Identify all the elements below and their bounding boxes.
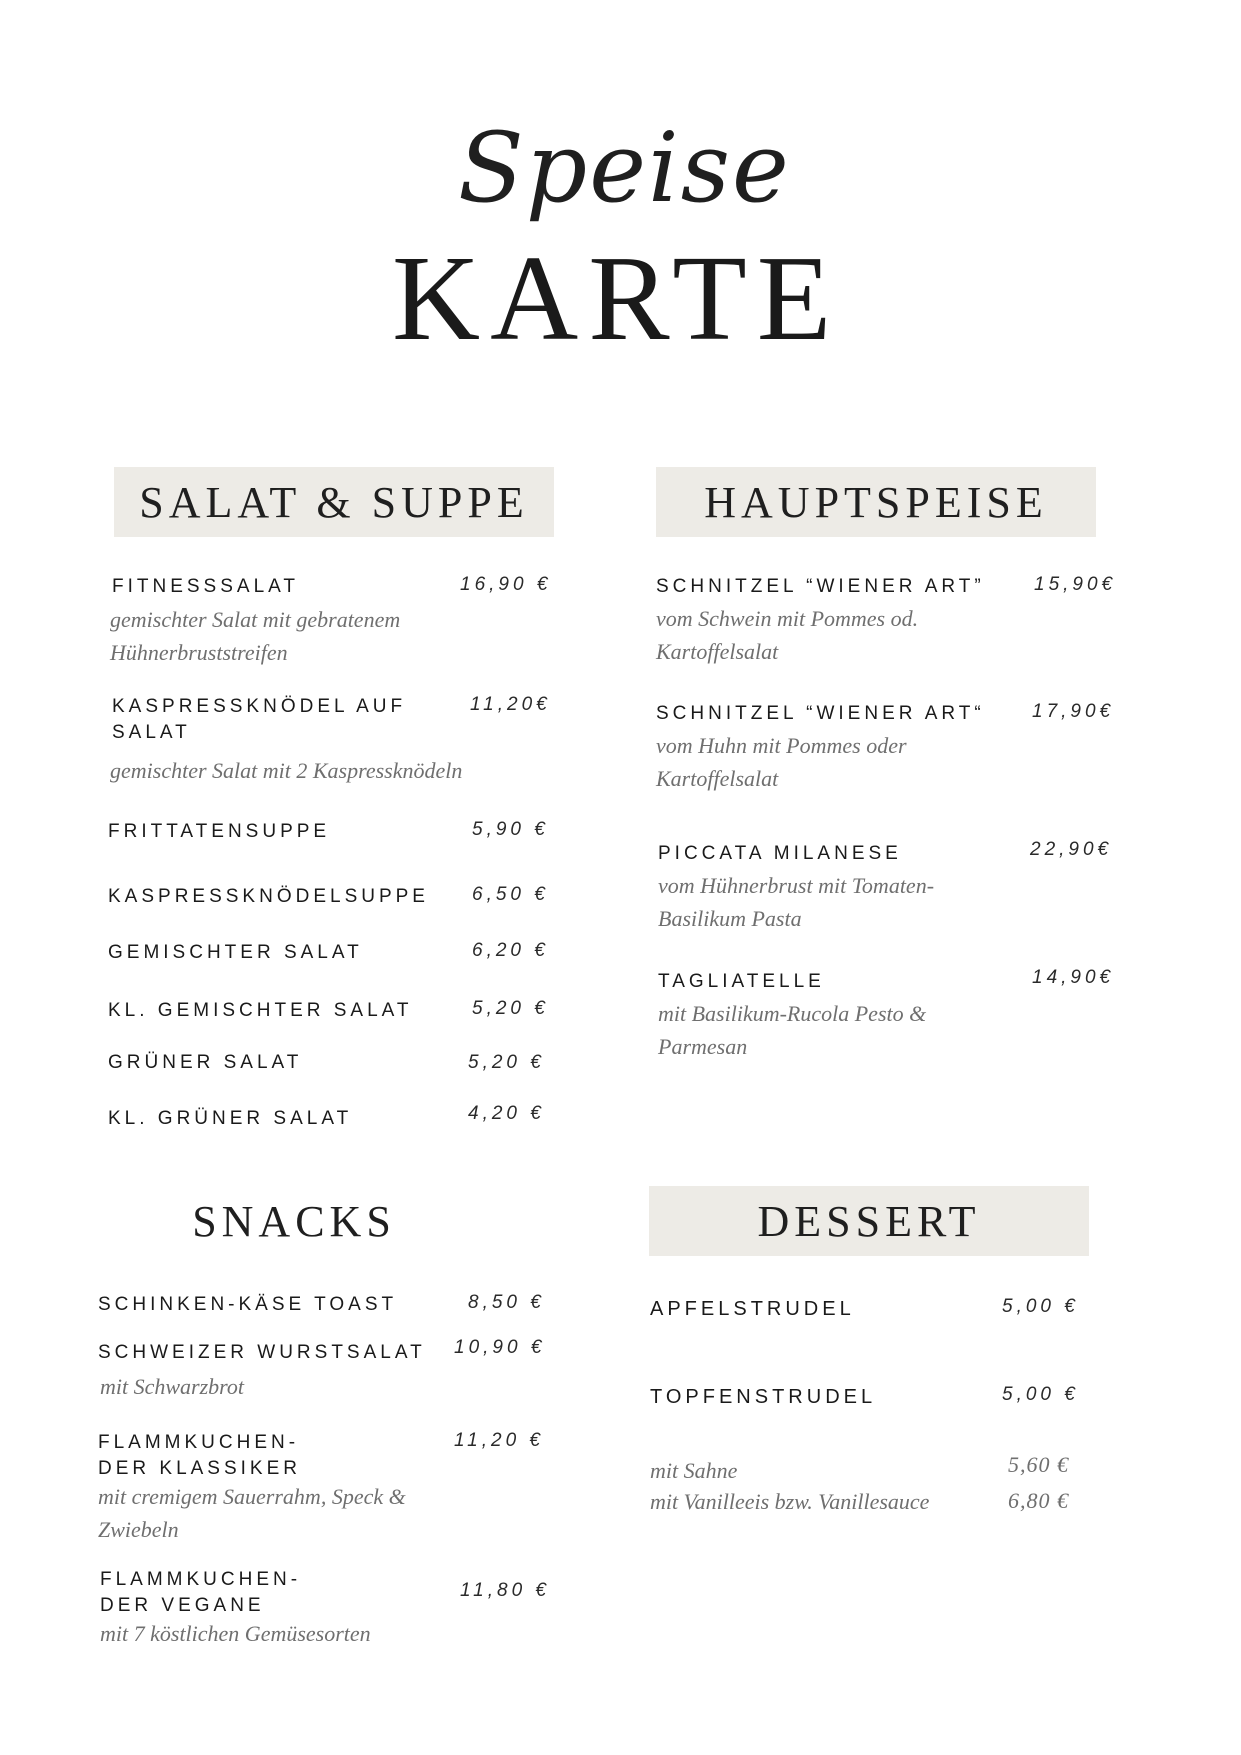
section-title: DESSERT [757, 1196, 981, 1246]
item-description: vom Schwein mit Pommes od. Kartoffelsalat [656, 606, 919, 664]
section-title: SALAT & SUPPE [139, 477, 529, 527]
item-name: KL. GEMISCHTER SALAT [108, 1000, 413, 1021]
dessert-extra-price: 6,80 € [1008, 1488, 1069, 1513]
section-header-hauptspeise [656, 467, 1096, 537]
item-name: GRÜNER SALAT [108, 1052, 303, 1073]
item-price: 5,90 € [472, 819, 549, 840]
dessert-extra-price: 5,60 € [1008, 1452, 1069, 1477]
menu-script-title: Speise [458, 112, 791, 224]
item-price: 6,20 € [472, 940, 549, 961]
item-price: 5,00 € [1002, 1296, 1079, 1317]
item-price: 8,50 € [468, 1292, 545, 1313]
dessert-extra-label: mit Sahne [650, 1458, 738, 1483]
menu-title: KARTE [392, 231, 842, 366]
item-name: FLAMMKUCHEN- DER VEGANE [100, 1569, 302, 1616]
item-name: TAGLIATELLE [658, 971, 825, 992]
item-name: FRITTATENSUPPE [108, 821, 331, 842]
item-price: 11,20 € [454, 1430, 544, 1451]
item-price: 4,20 € [468, 1103, 545, 1124]
item-name: FLAMMKUCHEN- DER KLASSIKER [98, 1432, 301, 1479]
item-description: vom Huhn mit Pommes oder Kartoffelsalat [656, 733, 907, 791]
item-description: mit 7 köstlichen Gemüsesorten [100, 1621, 371, 1646]
section-header-dessert [649, 1186, 1089, 1256]
item-name: KL. GRÜNER SALAT [108, 1108, 353, 1129]
item-description: gemischter Salat mit 2 Kaspressknödeln [110, 758, 463, 783]
item-name: KASPRESSKNÖDELSUPPE [108, 886, 429, 907]
section-title: SNACKS [192, 1196, 396, 1246]
item-name: KASPRESSKNÖDEL AUF SALAT [112, 696, 407, 743]
section-header-snacks [114, 1186, 474, 1256]
item-name: SCHNITZEL “WIENER ART” [656, 576, 985, 597]
item-price: 6,50 € [472, 884, 549, 905]
item-price: 5,20 € [472, 998, 549, 1019]
section-title: HAUPTSPEISE [704, 477, 1048, 527]
item-name: TOPFENSTRUDEL [650, 1386, 877, 1408]
item-description: mit Basilikum-Rucola Pesto & Parmesan [658, 1001, 927, 1059]
item-name: SCHINKEN-KÄSE TOAST [98, 1294, 398, 1315]
item-name: FITNESSSALAT [112, 576, 300, 597]
item-price: 16,90 € [460, 574, 552, 595]
item-price: 15,90€ [1034, 574, 1117, 595]
item-price: 11,20€ [470, 694, 551, 715]
item-price: 11,80 € [460, 1580, 550, 1601]
section-header-salat-suppe [114, 467, 554, 537]
item-price: 17,90€ [1032, 701, 1115, 722]
item-name: APFELSTRUDEL [650, 1298, 855, 1320]
dessert-extra-label: mit Vanilleeis bzw. Vanillesauce [650, 1489, 930, 1514]
item-description: vom Hühnerbrust mit Tomaten-Basilikum Pasta [658, 873, 935, 931]
item-name: GEMISCHTER SALAT [108, 942, 363, 963]
item-name: SCHWEIZER WURSTSALAT [98, 1342, 426, 1363]
item-price: 22,90€ [1030, 839, 1113, 860]
item-description: gemischter Salat mit gebratenem Hühnerbruststreifen [110, 607, 401, 665]
item-price: 14,90€ [1032, 967, 1115, 988]
item-price: 5,00 € [1002, 1384, 1079, 1405]
item-price: 5,20 € [468, 1052, 545, 1073]
item-name: SCHNITZEL “WIENER ART“ [656, 703, 985, 724]
item-description: mit cremigem Sauerrahm, Speck & Zwiebeln [98, 1484, 406, 1542]
item-name: PICCATA MILANESE [658, 843, 902, 864]
item-price: 10,90 € [454, 1337, 546, 1358]
item-description: mit Schwarzbrot [100, 1374, 245, 1399]
